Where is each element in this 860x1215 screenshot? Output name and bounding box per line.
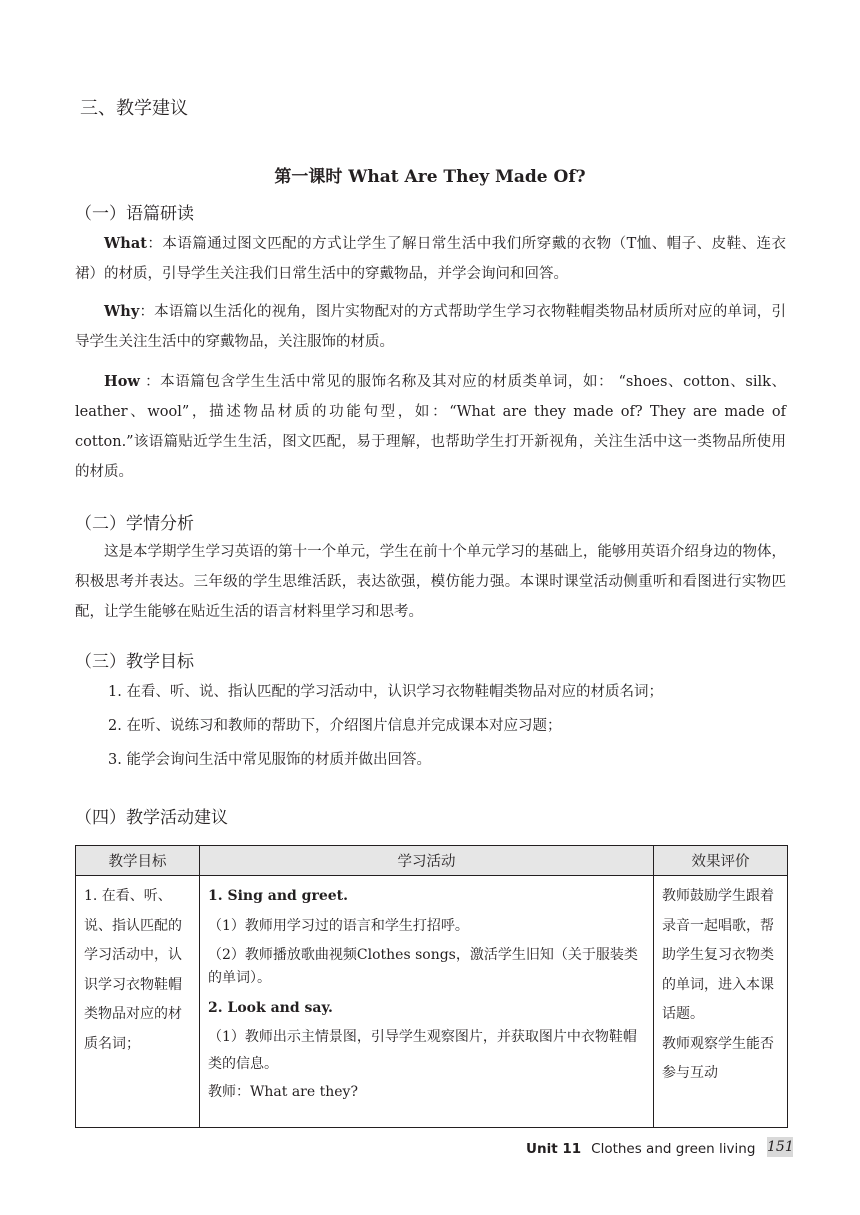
how-text: ：本语篇包含学生生活中常见的服饰名称及其对应的材质类单词，如： “shoes、cotton、silk、leather、wool”，描述物品材质的功能句型，如：“What are they made of? They are made of cotton.”该语篇贴近学生生活，图文匹配，易于理解，也帮助学生打开新视角，关注生活中这一类物品所使用的材质。 bbox=[75, 374, 786, 480]
table-header-row bbox=[76, 846, 788, 876]
evaluation-cell bbox=[654, 876, 788, 1128]
activity-cell bbox=[200, 876, 654, 1128]
header-goal: 教学目标 bbox=[76, 846, 200, 876]
why-label: Why bbox=[104, 303, 140, 320]
why-paragraph bbox=[75, 297, 786, 357]
header-evaluation: 效果评价 bbox=[654, 846, 788, 876]
step1-line1: （1）教师用学习过的语言和学生打招呼。 bbox=[208, 917, 469, 934]
step2-title: 2. Look and say. bbox=[208, 1000, 333, 1016]
activities-heading: （四）教学活动建议 bbox=[75, 808, 228, 828]
reading-heading: （一）语篇研读 bbox=[75, 204, 194, 224]
objectives-heading: （三）教学目标 bbox=[75, 652, 194, 672]
step1-line2: （2）教师播放歌曲视频Clothes songs，激活学生旧知（关于服装类的单词）。 bbox=[208, 947, 638, 986]
objective-item: 3. 能学会询问生活中常见服饰的材质并做出回答。 bbox=[108, 752, 431, 768]
page-number: 151 bbox=[767, 1139, 794, 1155]
goal-cell: 1. 在看、听、说、指认匹配的学习活动中，认识学习衣物鞋帽类物品对应的材质名词； bbox=[76, 876, 200, 1128]
evaluation-text-1: 教师鼓励学生跟着录音一起唱歌，帮助学生复习衣物类的单词，进入本课话题。 bbox=[662, 888, 774, 1022]
objective-item: 1. 在看、听、说、指认匹配的学习活动中，认识学习衣物鞋帽类物品对应的材质名词； bbox=[108, 684, 663, 700]
footer-title: Clothes and green living bbox=[591, 1141, 756, 1157]
step2-line1: （1）教师出示主情景图，引导学生观察图片，并获取图片中衣物鞋帽类的信息。 bbox=[208, 1028, 637, 1072]
activities-table bbox=[75, 845, 788, 1128]
footer-unit: Unit 11 bbox=[526, 1141, 582, 1157]
step2-line2: 教师：What are they? bbox=[208, 1083, 358, 1100]
how-label: How bbox=[104, 373, 140, 390]
what-text: ：本语篇通过图文匹配的方式让学生了解日常生活中我们所穿戴的衣物（T恤、帽子、皮鞋、连衣裙）的材质，引导学生关注我们日常生活中的穿戴物品，并学会询问和回答。 bbox=[75, 236, 786, 282]
footer-unit-title bbox=[526, 1141, 755, 1157]
section-title: 三、教学建议 bbox=[80, 98, 188, 119]
lesson-title: 第一课时 What Are They Made Of? bbox=[274, 167, 586, 187]
why-text: ：本语篇以生活化的视角，图片实物配对的方式帮助学生学习衣物鞋帽类物品材质所对应的单词，引导学生关注生活中的穿戴物品，关注服饰的材质。 bbox=[75, 304, 786, 350]
step1-title: 1. Sing and greet. bbox=[208, 888, 348, 904]
what-paragraph bbox=[75, 229, 786, 289]
analysis-paragraph: 这是本学期学生学习英语的第十一个单元，学生在前十个单元学习的基础上，能够用英语介绍身边的物体，积极思考并表达。三年级的学生思维活跃，表达欲强，模仿能力强。本课时课堂活动侧重听和看图进行实物匹配，让学生能够在贴近生活的语言材料里学习和思考。 bbox=[75, 544, 786, 620]
table-row bbox=[76, 876, 788, 1128]
how-paragraph bbox=[75, 367, 786, 487]
evaluation-text-2: 教师观察学生能否参与互动 bbox=[662, 1035, 774, 1081]
objective-item: 2. 在听、说练习和教师的帮助下，介绍图片信息并完成课本对应习题； bbox=[108, 718, 562, 734]
header-activity: 学习活动 bbox=[200, 846, 654, 876]
what-label: What bbox=[104, 235, 147, 252]
analysis-heading: （二）学情分析 bbox=[75, 514, 194, 534]
